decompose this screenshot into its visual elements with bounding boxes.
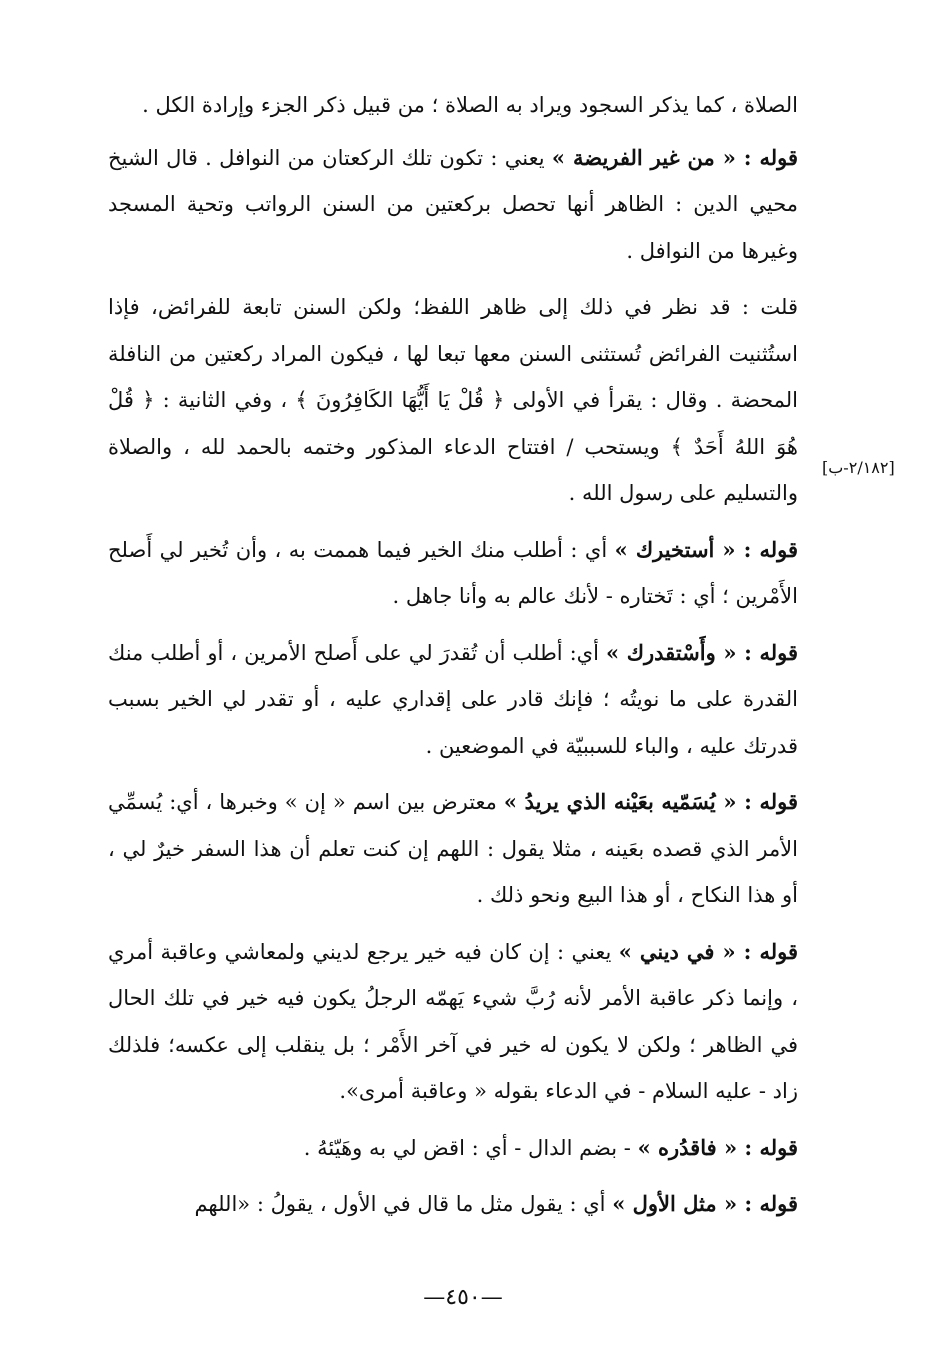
commentary-lemma: قوله : « من غير الفريضة »: [551, 144, 798, 170]
paragraph: [108, 135, 798, 275]
commentary-lemma: قوله : « فاقدُره »: [637, 1134, 798, 1160]
commentary-lemma: قوله : « وأَسْتقدرك »: [605, 639, 799, 665]
commentary-lemma: قوله : « في ديني »: [618, 938, 798, 964]
commentary-lemma: قوله : « أستخيرك »: [614, 536, 798, 562]
page-number: —٤٥٠—: [423, 1285, 503, 1310]
paragraph-text: قلت : قد نظر في ذلك إلى ظاهر اللفظ؛ ولكن السنن تابعة للفرائض، فإذا استُثنيت الفرائض تُستثنى السنن معها تبعا لها ، فيكون المراد ركعتين من النافلة المحضة . وقال : يقرأ في الأولى ﴿ قُلْ يَا أَيُّهَا الكَافِرُونَ ﴾ ، وفي الثانية : ﴿ قُلْ هُوَ اللهُ أَحَدٌ ﴾ ويستحب / افتتاح الدعاء المذكور وختمه بالحمد لله ، والصلاة والتسليم على رسول الله .: [108, 295, 798, 505]
paragraph-text: معترض بين اسم « إن » وخبرها ، أي: يُسمِّي الأمر الذي قصده بعَينه ، مثلا يقول : اللهم إن كنت تعلم أن هذا السفر خيرٌ لي ، أو هذا النكاح ، أو هذا البيع ونحو ذلك .: [108, 790, 798, 907]
paragraph: [108, 1181, 798, 1228]
commentary-lemma: قوله : « مثل الأول »: [612, 1191, 798, 1216]
paragraph: [108, 779, 798, 919]
manuscript-folio-reference: [٢/١٨٢-ب]: [822, 458, 895, 477]
paragraph-text: أي : أطلب منك الخير فيما هممت به ، وأن تُخير لي أَصلح الأَمْرين ؛ أي : تَختاره - لأنك عالم به وأنا جاهل .: [108, 537, 798, 608]
paragraph: [108, 82, 798, 129]
paragraph: [108, 1125, 798, 1172]
paragraph: [108, 630, 798, 770]
paragraph-text: يعني : تكون تلك الركعتان من النوافل . قال الشيخ محيي الدين : الظاهر أنها تحصل بركعتين من السنن الرواتب وتحية المسجد وغيرها من النوافل .: [108, 145, 798, 263]
paragraph-text: - بضم الدال - أي : اقض لي به وهَيّئهُ .: [303, 1135, 638, 1160]
paragraph-text: أي: أطلب أن تُقدرَ لي على أَصلح الأمرين ، أو أطلب منك القدرة على ما نويتُه ؛ فإنك قادر على إقداري عليه ، أو تقدر لي الخير بسبب قدرتك عليه ، والباء للسببيّة في الموضعين .: [108, 640, 798, 758]
commentary-lemma: قوله : « يُسَمّيه بعَيْنه الذي يريدُ »: [503, 789, 798, 814]
paragraph-text: الصلاة ، كما يذكر السجود ويراد به الصلاة ؛ من قبيل ذكر الجزء وإرادة الكل .: [142, 93, 798, 117]
paragraph: [108, 929, 798, 1115]
paragraph-text: يعني : إن كان فيه خير يرجع لديني ولمعاشي وعاقبة أمري ، وإنما ذكر عاقبة الأمر لأنه رُبَّ شيء يَهمّه الرجلُ يكون فيه خير في تلك الحال في الظاهر ؛ ولكن لا يكون له خير في آخر الأَمْر ؛ بل ينقلب إلى عكسه؛ فلذلك زاد - عليه السلام - في الدعاء بقوله « وعاقبة أمرى».: [108, 939, 798, 1103]
paragraph: [108, 284, 798, 517]
paragraph-text: أي : يقول مثل ما قال في الأول ، يقولُ : «اللهم: [194, 1192, 613, 1216]
paragraph: [108, 527, 798, 620]
body-text: [108, 82, 798, 1238]
